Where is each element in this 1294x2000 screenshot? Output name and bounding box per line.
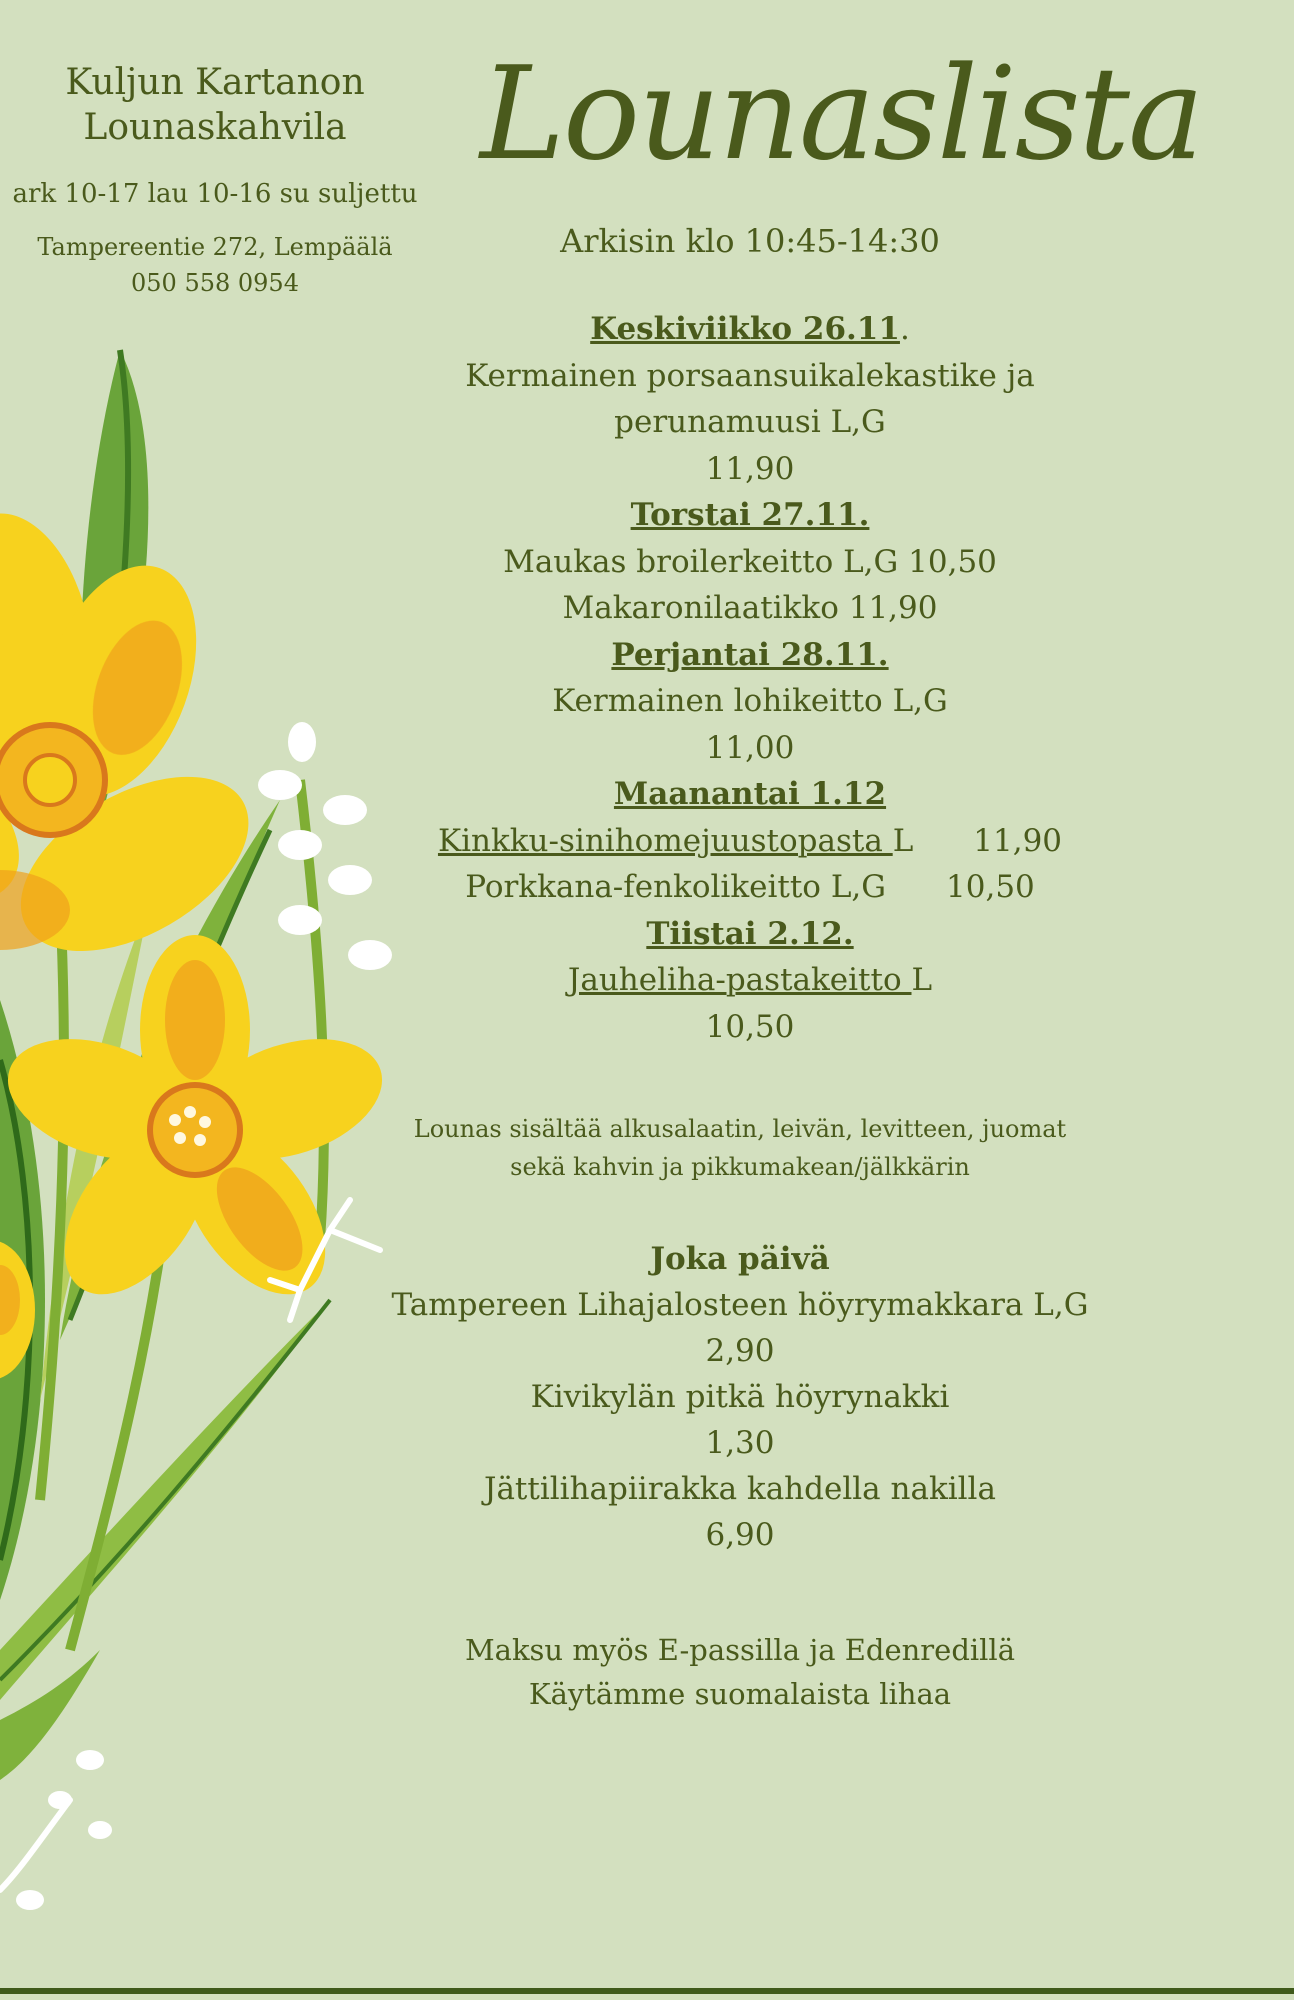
daily-item-price: 1,30 <box>705 1425 775 1461</box>
venue-phone: 050 558 0954 <box>131 268 299 297</box>
dish-price: 11,00 <box>705 729 795 766</box>
lunch-time: Arkisin klo 10:45-14:30 <box>560 222 940 260</box>
dish-line: Kermainen porsaansuikalekastike ja <box>465 357 1035 394</box>
daily-item: Jättilihapiirakka kahdella nakilla <box>484 1471 996 1507</box>
menu-day-thursday <box>420 492 1080 632</box>
dish-tag: L <box>892 822 914 859</box>
day-heading: Perjantai 28.11. <box>611 636 889 673</box>
dish-line: Kermainen lohikeitto L,G <box>552 683 948 719</box>
daffodil-flower-large <box>0 501 278 987</box>
dish-line: perunamuusi L,G <box>614 404 886 440</box>
dish-price: 11,90 <box>705 450 795 487</box>
daily-item: Kivikylän pitkä höyrynakki <box>530 1379 950 1415</box>
daily-item-price: 6,90 <box>705 1517 775 1553</box>
venue-address: Tampereentie 272, Lempäälä <box>37 232 393 261</box>
daily-item: Tampereen Lihajalosteen höyrymakkara L,G <box>391 1287 1089 1323</box>
day-heading: Maanantai 1.12 <box>613 776 887 812</box>
daily-item-price: 2,90 <box>705 1333 775 1369</box>
includes-line: sekä kahvin ja pikkumakean/jälkkärin <box>510 1153 970 1181</box>
opening-hours: ark 10-17 lau 10-16 su suljettu <box>12 179 418 209</box>
menu-day-tuesday <box>420 911 1080 1051</box>
dish-price: 10,50 <box>705 1008 795 1045</box>
dish-line: Maukas broilerkeitto L,G 10,50 <box>503 543 997 580</box>
dish-row <box>420 864 1080 911</box>
bottom-divider <box>0 1988 1294 1994</box>
dish-price: 10,50 <box>946 869 1035 905</box>
day-heading: Torstai 27.11. <box>630 497 870 533</box>
payment-note: Maksu myös E-passilla ja Edenredillä <box>464 1633 1015 1667</box>
weekly-menu <box>420 306 1080 1050</box>
menu-day-friday <box>420 632 1080 772</box>
dish-name: Jauheliha-pastakeitto <box>567 962 912 998</box>
meat-origin-note: Käytämme suomalaista lihaa <box>528 1677 952 1711</box>
daily-heading: Joka päivä <box>650 1241 830 1277</box>
venue-info <box>0 60 430 301</box>
dish-price: 11,90 <box>973 822 1063 859</box>
dish-name: Kinkku-sinihomejuustopasta <box>437 822 893 859</box>
venue-name-line1: Kuljun Kartanon <box>65 62 365 103</box>
day-heading: Tiistai 2.12. <box>646 915 854 952</box>
footer-notes <box>360 1628 1120 1716</box>
lunch-includes-note <box>360 1110 1120 1186</box>
dish-tag: L <box>911 962 933 998</box>
dish-row <box>420 818 1080 865</box>
menu-day-monday <box>420 771 1080 911</box>
daily-menu <box>360 1236 1120 1558</box>
dish-name: Porkkana-fenkolikeitto L,G <box>465 869 887 905</box>
dish-line: Makaronilaatikko 11,90 <box>562 590 938 626</box>
day-heading: Keskiviikko 26.11 <box>590 311 900 347</box>
page-title: Lounaslista <box>480 40 1203 189</box>
venue-name-line2: Lounaskahvila <box>83 107 347 148</box>
includes-line: Lounas sisältää alkusalaatin, leivän, levitteen, juomat <box>413 1115 1067 1143</box>
menu-day-wednesday <box>420 306 1080 492</box>
day-heading-dot: . <box>899 311 910 347</box>
